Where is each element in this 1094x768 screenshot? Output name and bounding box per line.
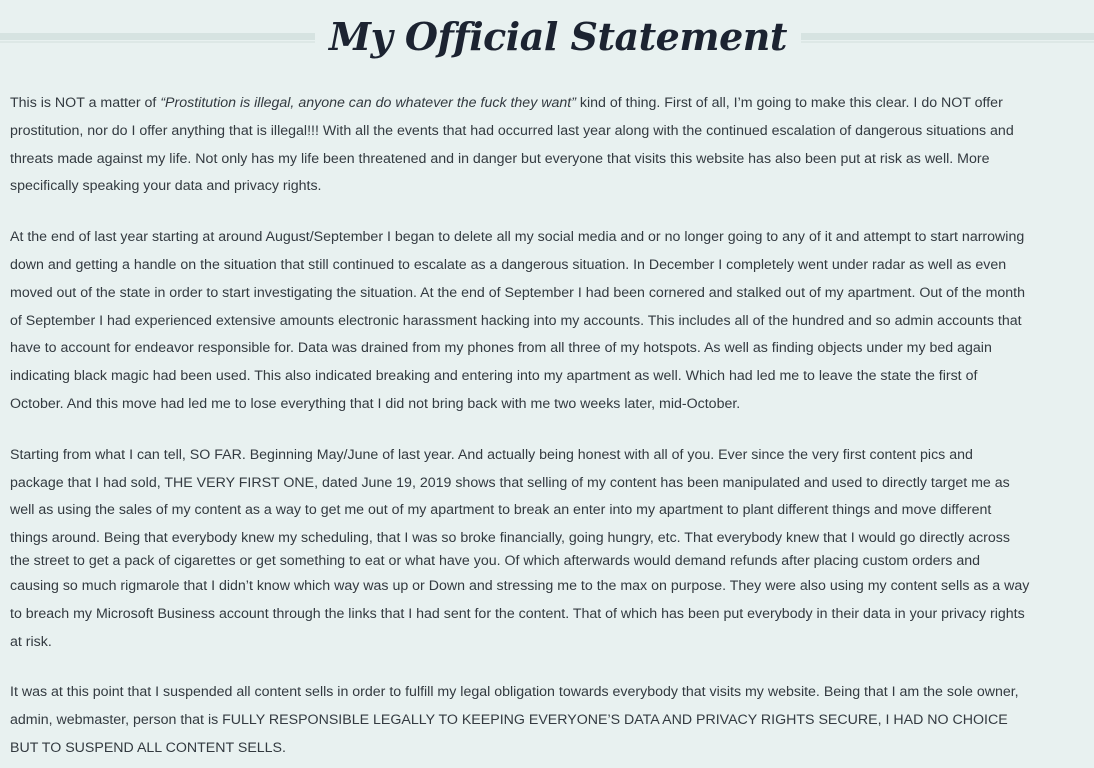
paragraph-line: October. And this move had led me to lose everything that I did not bring back with me two weeks later, mid-October. [10, 395, 741, 412]
statement-paragraph [10, 90, 1094, 201]
paragraph-line: specifically speaking your data and privacy rights. [10, 178, 322, 195]
paragraph-line: have to account for endeavor responsible for. Data was drained from my phones from all three of my hotspots. As well as finding objects under my bed again [10, 340, 992, 357]
paragraph-line: admin, webmaster, person that is FULLY RESPONSIBLE LEGALLY TO KEEPING EVERYONE’S DATA AND PRIVACY RIGHTS SECURE, I HAD NO CHOICE [10, 712, 1008, 729]
paragraph-line: It was at this point that I suspended all content sells in order to fulfill my legal obligation towards everybody that visits my website. Being that I am the sole owner, [10, 684, 1019, 701]
paragraph-line: BUT TO SUSPEND ALL CONTENT SELLS. [10, 739, 286, 756]
paragraph-line: things around. Being that everybody knew my scheduling, that I was so broke financially, going hungry, etc. That everybody knew that I would go directly across [10, 530, 1010, 547]
quoted-emphasis: “Prostitution is illegal, anyone can do whatever the fuck they want” [160, 95, 576, 111]
paragraph-line: causing so much rigmarole that I didn’t know which way was up or Down and stressing me to the max on purpose. They were also using my content sells as a way [10, 577, 1030, 594]
line-text: This is NOT a matter of [10, 95, 161, 111]
paragraph-line: threats made against my life. Not only has my life been threatened and in danger but everyone that visits this website has also been put at risk as well. More [10, 150, 990, 167]
paragraph-line: At the end of last year starting at around August/September I began to delete all my social media and or no longer going to any of it and attempt to start narrowing [10, 229, 1025, 246]
paragraph-line [10, 90, 1094, 118]
line-text: kind of thing. First of all, I’m going to make this clear. I do NOT offer [575, 95, 1003, 111]
paragraph-line: Starting from what I can tell, SO FAR. Beginning May/June of last year. And actually being honest with all of you. Ever since the very first content pics and [10, 446, 973, 463]
paragraph-line: prostitution, nor do I offer anything that is illegal!!! With all the events that had occurred last year along with the continued escalation of dangerous situations and [10, 122, 1014, 139]
statement-body [10, 90, 1094, 768]
statement-paragraph [10, 224, 1094, 419]
paragraph-line: to breach my Microsoft Business account through the links that I had sent for the content. That of which has been put everybody in their data in your privacy rights [10, 605, 1025, 622]
paragraph-line: package that I had sold, THE VERY FIRST ONE, dated June 19, 2019 shows that selling of my content has been manipulated and used to directly target me as [10, 474, 1010, 491]
paragraph-line: indicating black magic had been used. This also indicated breaking and entering into my apartment as well. Which had led me to leave the state the first of [10, 368, 978, 385]
title-band [0, 0, 1094, 70]
statement-paragraph [10, 679, 1094, 762]
paragraph-line: moved out of the state in order to start investigating the situation. At the end of September I had been cornered and stalked out of my apartment. Out of the month [10, 284, 1026, 301]
page-title-text: My Official Statement [315, 14, 801, 59]
paragraph-line: well as using the sales of my content as a way to get me out of my apartment to break an enter into my apartment to plant different things and move different [10, 502, 992, 519]
page-title [0, 12, 1094, 62]
statement-paragraph [10, 442, 1094, 657]
paragraph-line: at risk. [10, 633, 52, 650]
paragraph-line: down and getting a handle on the situation that still continued to escalate as a dangerous situation. In December I completely went under radar as well as even [10, 256, 1007, 273]
paragraph-line: the street to get a pack of cigarettes or get something to eat or what have you. Of which afterwards would demand refunds after placing custom orders and [10, 552, 981, 569]
paragraph-line: of September I had experienced extensive amounts electronic harassment hacking into my accounts. This includes all of the hundred and so admin accounts that [10, 312, 1022, 329]
